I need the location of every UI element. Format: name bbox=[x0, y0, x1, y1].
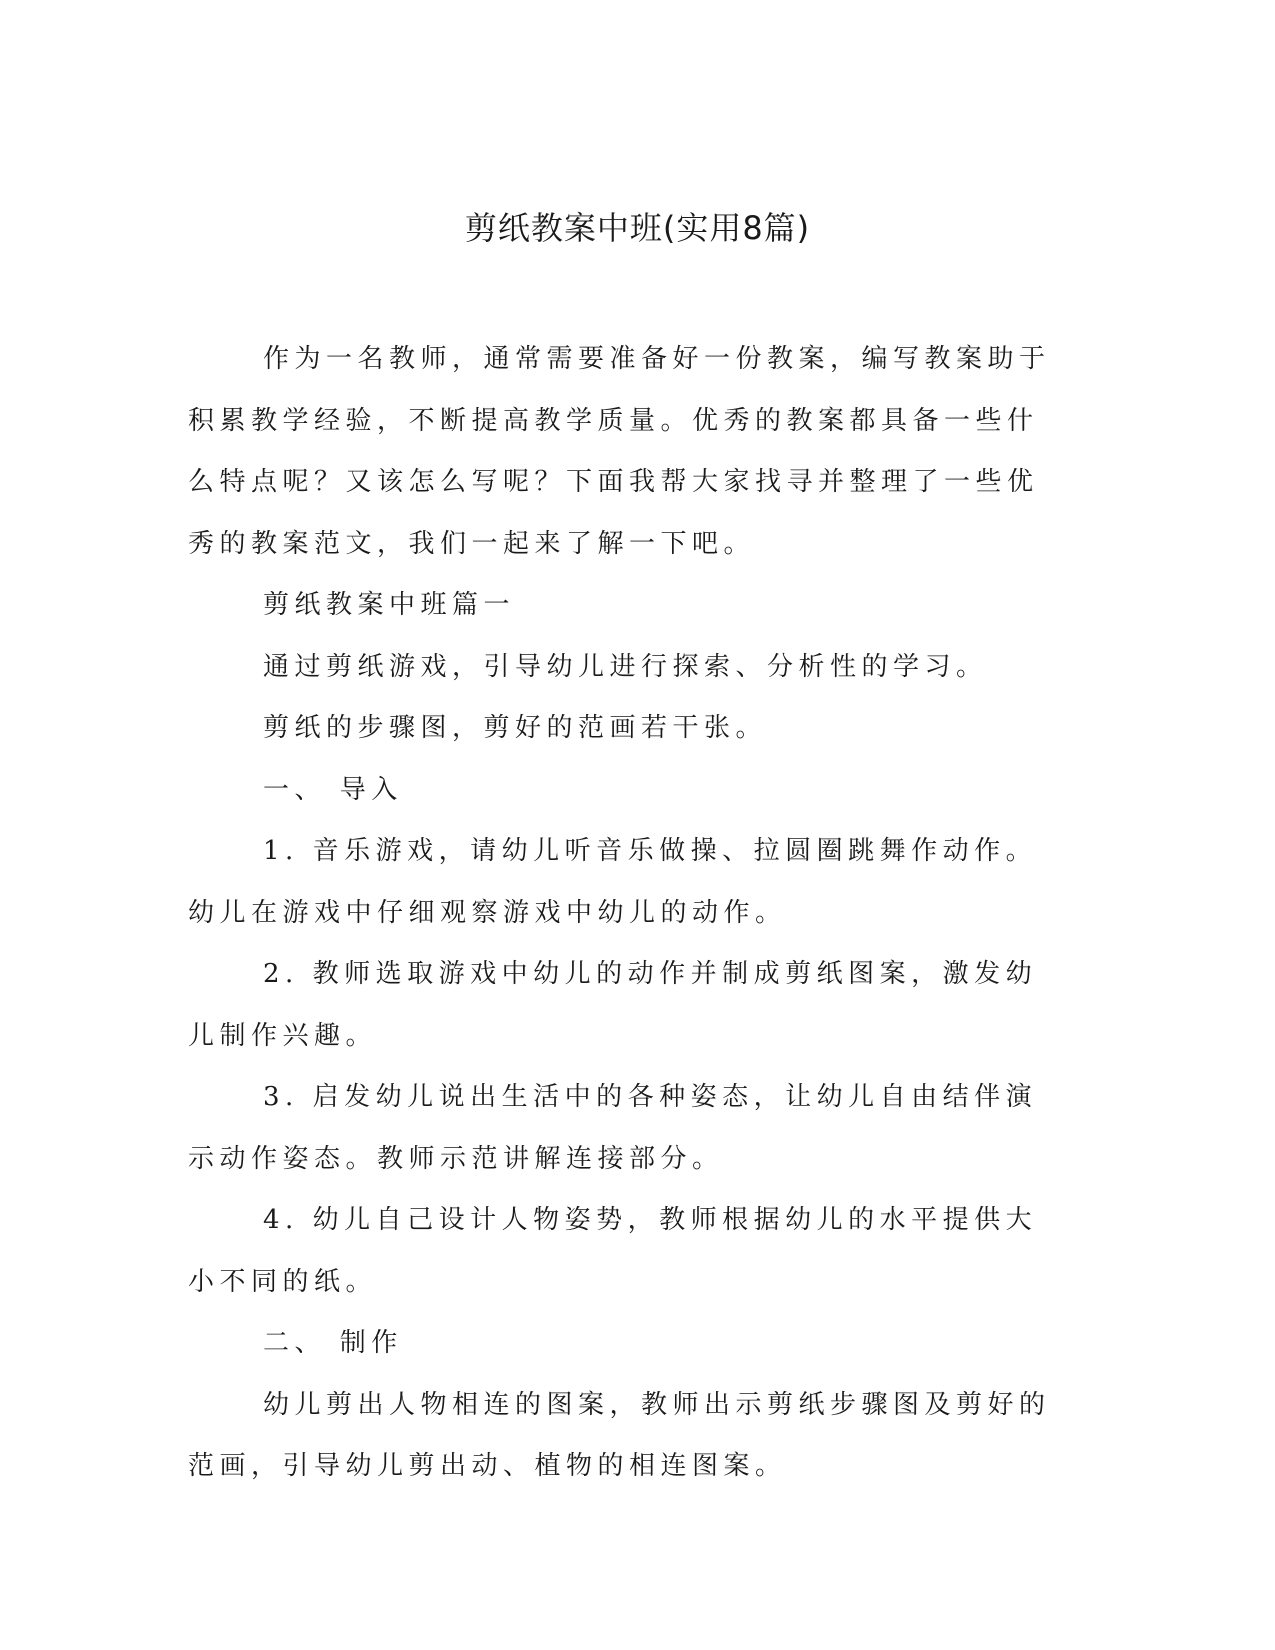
list-item-2: 2. 教师选取游戏中幼儿的动作并制成剪纸图案，激发幼儿制作兴趣。 bbox=[188, 959, 1038, 1051]
intro-paragraph: 作为一名教师，通常需要准备好一份教案，编写教案助于积累教学经验，不断提高教学质量。优秀的教案都具备一些什么特点呢？又该怎么写呢？下面我帮大家找寻并整理了一些优秀的教案范文，我们一起来了解一下吧。 bbox=[188, 344, 1051, 559]
document-title: 剪纸教案中班(实用8篇) bbox=[464, 209, 811, 247]
list-item-3: 3. 启发幼儿说出生活中的各种姿态，让幼儿自由结伴演示动作姿态。教师示范讲解连接部分。 bbox=[188, 1082, 1038, 1174]
goal-paragraph: 通过剪纸游戏，引导幼儿进行探索、分析性的学习。 bbox=[263, 651, 988, 682]
list-item-1: 1. 音乐游戏，请幼儿听音乐做操、拉圆圈跳舞作动作。幼儿在游戏中仔细观察游戏中幼儿的动作。 bbox=[188, 836, 1038, 928]
step-heading-intro: 一、 导入 bbox=[263, 774, 403, 805]
list-item-4: 4. 幼儿自己设计人物姿势，教师根据幼儿的水平提供大小不同的纸。 bbox=[188, 1205, 1038, 1297]
step-heading-make: 二、 制作 bbox=[263, 1328, 403, 1358]
materials-paragraph: 剪纸的步骤图，剪好的范画若干张。 bbox=[263, 713, 768, 743]
document-body bbox=[188, 329, 1068, 1498]
section-heading: 剪纸教案中班篇一 bbox=[263, 590, 516, 620]
make-paragraph: 幼儿剪出人物相连的图案，教师出示剪纸步骤图及剪好的范画，引导幼儿剪出动、植物的相连图案。 bbox=[188, 1389, 1051, 1481]
